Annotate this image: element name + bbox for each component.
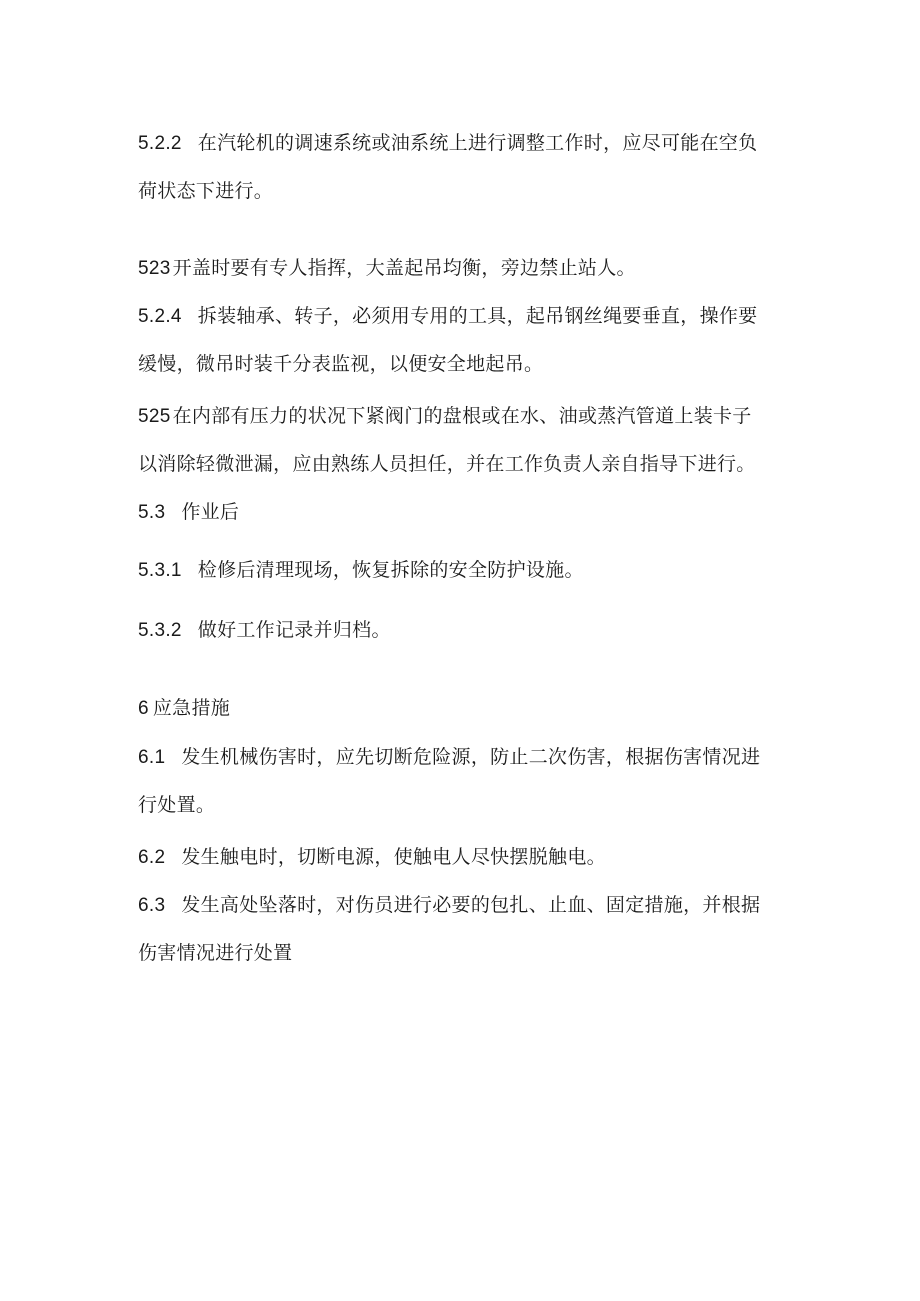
section-6 [138, 696, 798, 721]
clause-5-2-4 [138, 304, 798, 329]
clause-text: 以消除轻微泄漏，应由熟练人员担任，并在工作负责人亲自指导下进行。 [138, 453, 756, 475]
clause-6-3 [138, 893, 798, 918]
clause-525-cont [138, 452, 798, 476]
clause-text: 作业后 [181, 501, 240, 523]
clause-text: 做好工作记录并归档。 [197, 619, 391, 641]
clause-text: 发生高处坠落时，对伤员进行必要的包扎、止血、固定措施，并根据 [181, 894, 761, 916]
clause-6-3-cont [138, 941, 798, 965]
section-5-3 [138, 500, 798, 525]
clause-5-3-2 [138, 618, 798, 643]
clause-text: 检修后清理现场，恢复拆除的安全防护设施。 [197, 559, 584, 581]
clause-number: 5.3 [138, 502, 166, 523]
clause-text: 行处置。 [138, 794, 216, 816]
clause-text: 发生机械伤害时，应先切断危险源，防止二次伤害，根据伤害情况进 [181, 746, 761, 768]
clause-6-2 [138, 845, 798, 870]
clause-text: 在汽轮机的调速系统或油系统上进行调整工作时，应尽可能在空负 [197, 132, 758, 154]
clause-text: 伤害情况进行处置 [138, 942, 293, 964]
clause-number: 6.2 [138, 847, 166, 868]
clause-text: 发生触电时，切断电源，使触电人尽快摆脱触电。 [181, 846, 606, 868]
clause-number: 5.2.2 [138, 133, 182, 154]
clause-number: 5.3.2 [138, 620, 182, 641]
clause-number: 525 [138, 406, 171, 427]
clause-number: 5.3.1 [138, 560, 182, 581]
clause-text: 应急措施 [152, 697, 231, 719]
clause-5-2-2 [138, 131, 798, 156]
clause-5-3-1 [138, 558, 798, 583]
clause-525 [138, 404, 798, 429]
clause-text: 拆装轴承、转子，必须用专用的工具，起吊钢丝绳要垂直，操作要 [197, 305, 758, 327]
clause-text: 在内部有压力的状况下紧阀门的盘根或在水、油或蒸汽管道上装卡子 [172, 405, 752, 427]
clause-523 [138, 256, 798, 281]
clause-number: 6.3 [138, 895, 166, 916]
clause-5-2-4-cont [138, 352, 798, 376]
clause-text: 开盖时要有专人指挥，大盖起吊均衡，旁边禁止站人。 [172, 257, 636, 279]
clause-number: 6.1 [138, 747, 166, 768]
clause-6-1 [138, 745, 798, 770]
clause-6-1-cont [138, 793, 798, 817]
clause-number: 6 [138, 698, 149, 719]
clause-5-2-2-cont [138, 179, 798, 203]
clause-number: 5.2.4 [138, 306, 182, 327]
clause-text: 缓慢，微吊时装千分表监视，以便安全地起吊。 [138, 353, 544, 375]
clause-text: 荷状态下进行。 [138, 180, 274, 202]
clause-number: 523 [138, 258, 171, 279]
